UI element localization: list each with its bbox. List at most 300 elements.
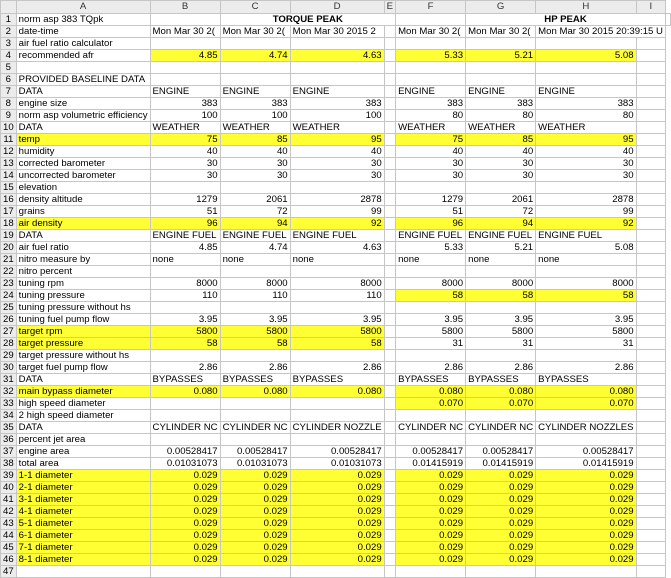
cell-b38[interactable]: 0.01031073 bbox=[150, 458, 220, 470]
cell-h31[interactable]: BYPASSES bbox=[536, 374, 636, 386]
cell-g17[interactable]: 72 bbox=[466, 206, 536, 218]
cell-a14[interactable]: uncorrected barometer bbox=[16, 170, 150, 182]
cell-e28[interactable] bbox=[384, 338, 395, 350]
cell-a37[interactable]: engine area bbox=[16, 446, 150, 458]
cell-e41[interactable] bbox=[384, 494, 395, 506]
cell-d36[interactable] bbox=[290, 434, 384, 446]
cell-b30[interactable]: 2.86 bbox=[150, 362, 220, 374]
cell-b23[interactable]: 8000 bbox=[150, 278, 220, 290]
cell-c40[interactable]: 0.029 bbox=[220, 482, 290, 494]
cell-d12[interactable]: 40 bbox=[290, 146, 384, 158]
cell-c8[interactable]: 383 bbox=[220, 98, 290, 110]
cell-f44[interactable]: 0.029 bbox=[396, 530, 466, 542]
cell-g45[interactable]: 0.029 bbox=[466, 542, 536, 554]
cell-c16[interactable]: 2061 bbox=[220, 194, 290, 206]
cell-i13[interactable] bbox=[636, 158, 665, 170]
cell-a9[interactable]: norm asp volumetric efficiency bbox=[16, 110, 150, 122]
row-header[interactable]: 17 bbox=[1, 206, 17, 218]
cell-b43[interactable]: 0.029 bbox=[150, 518, 220, 530]
select-all-corner[interactable] bbox=[1, 1, 17, 14]
cell-h9[interactable]: 80 bbox=[536, 110, 636, 122]
cell-g37[interactable]: 0.00528417 bbox=[466, 446, 536, 458]
cell-h11[interactable]: 95 bbox=[536, 134, 636, 146]
cell-h41[interactable]: 0.029 bbox=[536, 494, 636, 506]
cell-g2[interactable]: Mon Mar 30 2( bbox=[466, 26, 536, 38]
cell-a35[interactable]: DATA bbox=[16, 422, 150, 434]
cell-c33[interactable] bbox=[220, 398, 290, 410]
column-header-h[interactable]: H bbox=[536, 1, 636, 14]
cell-d19[interactable]: ENGINE FUEL bbox=[290, 230, 384, 242]
cell-b18[interactable]: 96 bbox=[150, 218, 220, 230]
row-header[interactable]: 47 bbox=[1, 566, 17, 578]
cell-h24[interactable]: 58 bbox=[536, 290, 636, 302]
cell-f40[interactable]: 0.029 bbox=[396, 482, 466, 494]
cell-g40[interactable]: 0.029 bbox=[466, 482, 536, 494]
cell-d22[interactable] bbox=[290, 266, 384, 278]
cell-d9[interactable]: 100 bbox=[290, 110, 384, 122]
cell-c6[interactable] bbox=[220, 74, 290, 86]
cell-a39[interactable]: 1-1 diameter bbox=[16, 470, 150, 482]
cell-a15[interactable]: elevation bbox=[16, 182, 150, 194]
cell-a3[interactable]: air fuel ratio calculator bbox=[16, 38, 150, 50]
row-header[interactable]: 24 bbox=[1, 290, 17, 302]
cell-a41[interactable]: 3-1 diameter bbox=[16, 494, 150, 506]
cell-a46[interactable]: 8-1 diameter bbox=[16, 554, 150, 566]
cell-c4[interactable]: 4.74 bbox=[220, 50, 290, 62]
cell-b33[interactable] bbox=[150, 398, 220, 410]
cell-h39[interactable]: 0.029 bbox=[536, 470, 636, 482]
cell-i8[interactable] bbox=[636, 98, 665, 110]
cell-e46[interactable] bbox=[384, 554, 395, 566]
cell-g46[interactable]: 0.029 bbox=[466, 554, 536, 566]
cell-e26[interactable] bbox=[384, 314, 395, 326]
cell-c31[interactable]: BYPASSES bbox=[220, 374, 290, 386]
cell-a43[interactable]: 5-1 diameter bbox=[16, 518, 150, 530]
cell-c13[interactable]: 30 bbox=[220, 158, 290, 170]
cell-a42[interactable]: 4-1 diameter bbox=[16, 506, 150, 518]
cell-e25[interactable] bbox=[384, 302, 395, 314]
cell-d14[interactable]: 30 bbox=[290, 170, 384, 182]
cell-i20[interactable] bbox=[636, 242, 665, 254]
cell-d21[interactable]: none bbox=[290, 254, 384, 266]
row-header[interactable]: 20 bbox=[1, 242, 17, 254]
cell-i6[interactable] bbox=[636, 74, 665, 86]
row-header[interactable]: 35 bbox=[1, 422, 17, 434]
row-header[interactable]: 40 bbox=[1, 482, 17, 494]
cell-a6[interactable]: PROVIDED BASELINE DATA bbox=[16, 74, 150, 86]
cell-d44[interactable]: 0.029 bbox=[290, 530, 384, 542]
cell-h3[interactable] bbox=[536, 38, 636, 50]
cell-a16[interactable]: density altitude bbox=[16, 194, 150, 206]
column-header-c[interactable]: C bbox=[220, 1, 290, 14]
cell-d38[interactable]: 0.01031073 bbox=[290, 458, 384, 470]
cell-b42[interactable]: 0.029 bbox=[150, 506, 220, 518]
cell-b31[interactable]: BYPASSES bbox=[150, 374, 220, 386]
cell-h42[interactable]: 0.029 bbox=[536, 506, 636, 518]
cell-c36[interactable] bbox=[220, 434, 290, 446]
cell-b41[interactable]: 0.029 bbox=[150, 494, 220, 506]
cell-h47[interactable] bbox=[536, 566, 636, 578]
cell-i14[interactable] bbox=[636, 170, 665, 182]
cell-e8[interactable] bbox=[384, 98, 395, 110]
cell-a34[interactable]: 2 high speed diameter bbox=[16, 410, 150, 422]
cell-c12[interactable]: 40 bbox=[220, 146, 290, 158]
cell-i39[interactable] bbox=[636, 470, 665, 482]
cell-b29[interactable] bbox=[150, 350, 220, 362]
cell-f46[interactable]: 0.029 bbox=[396, 554, 466, 566]
cell-i38[interactable] bbox=[636, 458, 665, 470]
cell-b16[interactable]: 1279 bbox=[150, 194, 220, 206]
cell-c11[interactable]: 85 bbox=[220, 134, 290, 146]
cell-a22[interactable]: nitro percent bbox=[16, 266, 150, 278]
cell-i21[interactable] bbox=[636, 254, 665, 266]
row-header[interactable]: 2 bbox=[1, 26, 17, 38]
cell-g4[interactable]: 5.21 bbox=[466, 50, 536, 62]
cell-d20[interactable]: 4.63 bbox=[290, 242, 384, 254]
cell-d4[interactable]: 4.63 bbox=[290, 50, 384, 62]
cell-h29[interactable] bbox=[536, 350, 636, 362]
column-header-a[interactable]: A bbox=[16, 1, 150, 14]
cell-c39[interactable]: 0.029 bbox=[220, 470, 290, 482]
cell-a30[interactable]: target fuel pump flow bbox=[16, 362, 150, 374]
cell-e24[interactable] bbox=[384, 290, 395, 302]
cell-g19[interactable]: ENGINE FUEL bbox=[466, 230, 536, 242]
cell-g14[interactable]: 30 bbox=[466, 170, 536, 182]
cell-i31[interactable] bbox=[636, 374, 665, 386]
row-header[interactable]: 6 bbox=[1, 74, 17, 86]
cell-f37[interactable]: 0.00528417 bbox=[396, 446, 466, 458]
cell-c14[interactable]: 30 bbox=[220, 170, 290, 182]
cell-f32[interactable]: 0.080 bbox=[396, 386, 466, 398]
cell-c18[interactable]: 94 bbox=[220, 218, 290, 230]
cell-e31[interactable] bbox=[384, 374, 395, 386]
column-header-e[interactable]: E bbox=[384, 1, 395, 14]
cell-g11[interactable]: 85 bbox=[466, 134, 536, 146]
cell-e47[interactable] bbox=[384, 566, 395, 578]
cell-i30[interactable] bbox=[636, 362, 665, 374]
row-header[interactable]: 7 bbox=[1, 86, 17, 98]
cell-c23[interactable]: 8000 bbox=[220, 278, 290, 290]
cell-c46[interactable]: 0.029 bbox=[220, 554, 290, 566]
cell-b46[interactable]: 0.029 bbox=[150, 554, 220, 566]
cell-h8[interactable]: 383 bbox=[536, 98, 636, 110]
cell-d28[interactable]: 58 bbox=[290, 338, 384, 350]
cell-h10[interactable]: WEATHER bbox=[536, 122, 636, 134]
cell-e33[interactable] bbox=[384, 398, 395, 410]
cell-b15[interactable] bbox=[150, 182, 220, 194]
cell-g36[interactable] bbox=[466, 434, 536, 446]
cell-i23[interactable] bbox=[636, 278, 665, 290]
cell-c30[interactable]: 2.86 bbox=[220, 362, 290, 374]
cell-g38[interactable]: 0.01415919 bbox=[466, 458, 536, 470]
cell-b1[interactable] bbox=[150, 14, 220, 26]
cell-b3[interactable] bbox=[150, 38, 220, 50]
cell-g8[interactable]: 383 bbox=[466, 98, 536, 110]
cell-f18[interactable]: 96 bbox=[396, 218, 466, 230]
cell-c27[interactable]: 5800 bbox=[220, 326, 290, 338]
cell-d30[interactable]: 2.86 bbox=[290, 362, 384, 374]
cell-i5[interactable] bbox=[636, 62, 665, 74]
cell-e45[interactable] bbox=[384, 542, 395, 554]
cell-a33[interactable]: high speed diameter bbox=[16, 398, 150, 410]
row-header[interactable]: 14 bbox=[1, 170, 17, 182]
row-header[interactable]: 18 bbox=[1, 218, 17, 230]
cell-c25[interactable] bbox=[220, 302, 290, 314]
cell-f10[interactable]: WEATHER bbox=[396, 122, 466, 134]
cell-g32[interactable]: 0.080 bbox=[466, 386, 536, 398]
cell-f6[interactable] bbox=[396, 74, 466, 86]
row-header[interactable]: 1 bbox=[1, 14, 17, 26]
cell-h30[interactable]: 2.86 bbox=[536, 362, 636, 374]
cell-h7[interactable]: ENGINE bbox=[536, 86, 636, 98]
cell-b9[interactable]: 100 bbox=[150, 110, 220, 122]
cell-f22[interactable] bbox=[396, 266, 466, 278]
cell-h33[interactable]: 0.070 bbox=[536, 398, 636, 410]
row-header[interactable]: 27 bbox=[1, 326, 17, 338]
cell-i19[interactable] bbox=[636, 230, 665, 242]
cell-f35[interactable]: CYLINDER NC bbox=[396, 422, 466, 434]
cell-f3[interactable] bbox=[396, 38, 466, 50]
cell-f31[interactable]: BYPASSES bbox=[396, 374, 466, 386]
cell-c24[interactable]: 110 bbox=[220, 290, 290, 302]
cell-i9[interactable] bbox=[636, 110, 665, 122]
cell-h20[interactable]: 5.08 bbox=[536, 242, 636, 254]
cell-h40[interactable]: 0.029 bbox=[536, 482, 636, 494]
cell-c10[interactable]: WEATHER bbox=[220, 122, 290, 134]
cell-i33[interactable] bbox=[636, 398, 665, 410]
row-header[interactable]: 46 bbox=[1, 554, 17, 566]
cell-f27[interactable]: 5800 bbox=[396, 326, 466, 338]
cell-c47[interactable] bbox=[220, 566, 290, 578]
cell-h32[interactable]: 0.080 bbox=[536, 386, 636, 398]
row-header[interactable]: 10 bbox=[1, 122, 17, 134]
row-header[interactable]: 44 bbox=[1, 530, 17, 542]
cell-e19[interactable] bbox=[384, 230, 395, 242]
cell-f42[interactable]: 0.029 bbox=[396, 506, 466, 518]
cell-e18[interactable] bbox=[384, 218, 395, 230]
cell-i26[interactable] bbox=[636, 314, 665, 326]
cell-e9[interactable] bbox=[384, 110, 395, 122]
row-header[interactable]: 11 bbox=[1, 134, 17, 146]
cell-g34[interactable] bbox=[466, 410, 536, 422]
cell-i3[interactable] bbox=[636, 38, 665, 50]
row-header[interactable]: 25 bbox=[1, 302, 17, 314]
cell-d8[interactable]: 383 bbox=[290, 98, 384, 110]
cell-c43[interactable]: 0.029 bbox=[220, 518, 290, 530]
cell-c9[interactable]: 100 bbox=[220, 110, 290, 122]
cell-e6[interactable] bbox=[384, 74, 395, 86]
column-header-i[interactable]: I bbox=[636, 1, 665, 14]
cell-e35[interactable] bbox=[384, 422, 395, 434]
cell-e37[interactable] bbox=[384, 446, 395, 458]
cell-g26[interactable]: 3.95 bbox=[466, 314, 536, 326]
cell-e21[interactable] bbox=[384, 254, 395, 266]
cell-h18[interactable]: 92 bbox=[536, 218, 636, 230]
cell-i11[interactable] bbox=[636, 134, 665, 146]
cell-i40[interactable] bbox=[636, 482, 665, 494]
cell-d39[interactable]: 0.029 bbox=[290, 470, 384, 482]
cell-a1[interactable]: norm asp 383 TQpk bbox=[16, 14, 150, 26]
cell-d2[interactable]: Mon Mar 30 2015 2 bbox=[290, 26, 384, 38]
row-header[interactable]: 13 bbox=[1, 158, 17, 170]
cell-b10[interactable]: WEATHER bbox=[150, 122, 220, 134]
row-header[interactable]: 8 bbox=[1, 98, 17, 110]
cell-g10[interactable]: WEATHER bbox=[466, 122, 536, 134]
cell-i43[interactable] bbox=[636, 518, 665, 530]
cell-b25[interactable] bbox=[150, 302, 220, 314]
cell-f2[interactable]: Mon Mar 30 2( bbox=[396, 26, 466, 38]
cell-f14[interactable]: 30 bbox=[396, 170, 466, 182]
cell-c42[interactable]: 0.029 bbox=[220, 506, 290, 518]
cell-f39[interactable]: 0.029 bbox=[396, 470, 466, 482]
cell-d25[interactable] bbox=[290, 302, 384, 314]
cell-g1[interactable]: HP PEAK bbox=[466, 14, 666, 26]
cell-c28[interactable]: 58 bbox=[220, 338, 290, 350]
cell-g29[interactable] bbox=[466, 350, 536, 362]
cell-b36[interactable] bbox=[150, 434, 220, 446]
cell-a25[interactable]: tuning pressure without hs bbox=[16, 302, 150, 314]
cell-c20[interactable]: 4.74 bbox=[220, 242, 290, 254]
row-header[interactable]: 36 bbox=[1, 434, 17, 446]
row-header[interactable]: 31 bbox=[1, 374, 17, 386]
cell-a21[interactable]: nitro measure by bbox=[16, 254, 150, 266]
cell-h26[interactable]: 3.95 bbox=[536, 314, 636, 326]
cell-g15[interactable] bbox=[466, 182, 536, 194]
cell-c41[interactable]: 0.029 bbox=[220, 494, 290, 506]
cell-f25[interactable] bbox=[396, 302, 466, 314]
cell-e14[interactable] bbox=[384, 170, 395, 182]
cell-b11[interactable]: 75 bbox=[150, 134, 220, 146]
cell-h15[interactable] bbox=[536, 182, 636, 194]
cell-b35[interactable]: CYLINDER NC bbox=[150, 422, 220, 434]
row-header[interactable]: 39 bbox=[1, 470, 17, 482]
cell-c7[interactable]: ENGINE bbox=[220, 86, 290, 98]
cell-e43[interactable] bbox=[384, 518, 395, 530]
cell-f8[interactable]: 383 bbox=[396, 98, 466, 110]
cell-f34[interactable] bbox=[396, 410, 466, 422]
cell-d40[interactable]: 0.029 bbox=[290, 482, 384, 494]
cell-g20[interactable]: 5.21 bbox=[466, 242, 536, 254]
cell-f43[interactable]: 0.029 bbox=[396, 518, 466, 530]
cell-g44[interactable]: 0.029 bbox=[466, 530, 536, 542]
cell-f1[interactable] bbox=[396, 14, 466, 26]
cell-d17[interactable]: 99 bbox=[290, 206, 384, 218]
cell-g30[interactable]: 2.86 bbox=[466, 362, 536, 374]
cell-d43[interactable]: 0.029 bbox=[290, 518, 384, 530]
cell-b14[interactable]: 30 bbox=[150, 170, 220, 182]
cell-d7[interactable]: ENGINE bbox=[290, 86, 384, 98]
column-header-f[interactable]: F bbox=[396, 1, 466, 14]
cell-a23[interactable]: tuning rpm bbox=[16, 278, 150, 290]
cell-c21[interactable]: none bbox=[220, 254, 290, 266]
cell-b13[interactable]: 30 bbox=[150, 158, 220, 170]
cell-f19[interactable]: ENGINE FUEL bbox=[396, 230, 466, 242]
cell-f41[interactable]: 0.029 bbox=[396, 494, 466, 506]
row-header[interactable]: 9 bbox=[1, 110, 17, 122]
cell-g39[interactable]: 0.029 bbox=[466, 470, 536, 482]
cell-f11[interactable]: 75 bbox=[396, 134, 466, 146]
cell-h28[interactable]: 31 bbox=[536, 338, 636, 350]
cell-i44[interactable] bbox=[636, 530, 665, 542]
row-header[interactable]: 32 bbox=[1, 386, 17, 398]
cell-h35[interactable]: CYLINDER NOZZLES bbox=[536, 422, 636, 434]
cell-b20[interactable]: 4.85 bbox=[150, 242, 220, 254]
cell-d5[interactable] bbox=[290, 62, 384, 74]
cell-f17[interactable]: 51 bbox=[396, 206, 466, 218]
cell-h12[interactable]: 40 bbox=[536, 146, 636, 158]
row-header[interactable]: 41 bbox=[1, 494, 17, 506]
cell-i27[interactable] bbox=[636, 326, 665, 338]
row-header[interactable]: 5 bbox=[1, 62, 17, 74]
cell-h6[interactable] bbox=[536, 74, 636, 86]
cell-e10[interactable] bbox=[384, 122, 395, 134]
cell-g5[interactable] bbox=[466, 62, 536, 74]
cell-d42[interactable]: 0.029 bbox=[290, 506, 384, 518]
cell-a13[interactable]: corrected barometer bbox=[16, 158, 150, 170]
cell-c34[interactable] bbox=[220, 410, 290, 422]
cell-d32[interactable]: 0.080 bbox=[290, 386, 384, 398]
cell-e30[interactable] bbox=[384, 362, 395, 374]
cell-x1[interactable] bbox=[665, 14, 670, 26]
row-header[interactable]: 38 bbox=[1, 458, 17, 470]
cell-a4[interactable]: recommended afr bbox=[16, 50, 150, 62]
cell-c5[interactable] bbox=[220, 62, 290, 74]
cell-b5[interactable] bbox=[150, 62, 220, 74]
cell-i4[interactable] bbox=[636, 50, 665, 62]
row-header[interactable]: 4 bbox=[1, 50, 17, 62]
row-header[interactable]: 45 bbox=[1, 542, 17, 554]
cell-h46[interactable]: 0.029 bbox=[536, 554, 636, 566]
cell-g24[interactable]: 58 bbox=[466, 290, 536, 302]
cell-e23[interactable] bbox=[384, 278, 395, 290]
cell-i29[interactable] bbox=[636, 350, 665, 362]
cell-f24[interactable]: 58 bbox=[396, 290, 466, 302]
cell-d3[interactable] bbox=[290, 38, 384, 50]
cell-f33[interactable]: 0.070 bbox=[396, 398, 466, 410]
cell-b6[interactable] bbox=[150, 74, 220, 86]
cell-b4[interactable]: 4.85 bbox=[150, 50, 220, 62]
cell-g22[interactable] bbox=[466, 266, 536, 278]
row-header[interactable]: 3 bbox=[1, 38, 17, 50]
cell-f15[interactable] bbox=[396, 182, 466, 194]
cell-a24[interactable]: tuning pressure bbox=[16, 290, 150, 302]
row-header[interactable]: 23 bbox=[1, 278, 17, 290]
cell-e2[interactable] bbox=[384, 26, 395, 38]
row-header[interactable]: 15 bbox=[1, 182, 17, 194]
row-header[interactable]: 37 bbox=[1, 446, 17, 458]
cell-d37[interactable]: 0.00528417 bbox=[290, 446, 384, 458]
cell-i10[interactable] bbox=[636, 122, 665, 134]
cell-b39[interactable]: 0.029 bbox=[150, 470, 220, 482]
cell-d35[interactable]: CYLINDER NOZZLE bbox=[290, 422, 384, 434]
cell-c44[interactable]: 0.029 bbox=[220, 530, 290, 542]
cell-d15[interactable] bbox=[290, 182, 384, 194]
cell-g31[interactable]: BYPASSES bbox=[466, 374, 536, 386]
cell-c35[interactable]: CYLINDER NC bbox=[220, 422, 290, 434]
cell-d46[interactable]: 0.029 bbox=[290, 554, 384, 566]
cell-h2[interactable]: Mon Mar 30 2015 20:39:15 U bbox=[536, 26, 666, 38]
cell-a17[interactable]: grains bbox=[16, 206, 150, 218]
cell-a32[interactable]: main bypass diameter bbox=[16, 386, 150, 398]
cell-d45[interactable]: 0.029 bbox=[290, 542, 384, 554]
cell-i47[interactable] bbox=[636, 566, 665, 578]
cell-i34[interactable] bbox=[636, 410, 665, 422]
cell-d47[interactable] bbox=[290, 566, 384, 578]
cell-g33[interactable]: 0.070 bbox=[466, 398, 536, 410]
cell-a10[interactable]: DATA bbox=[16, 122, 150, 134]
cell-h27[interactable]: 5800 bbox=[536, 326, 636, 338]
cell-g25[interactable] bbox=[466, 302, 536, 314]
